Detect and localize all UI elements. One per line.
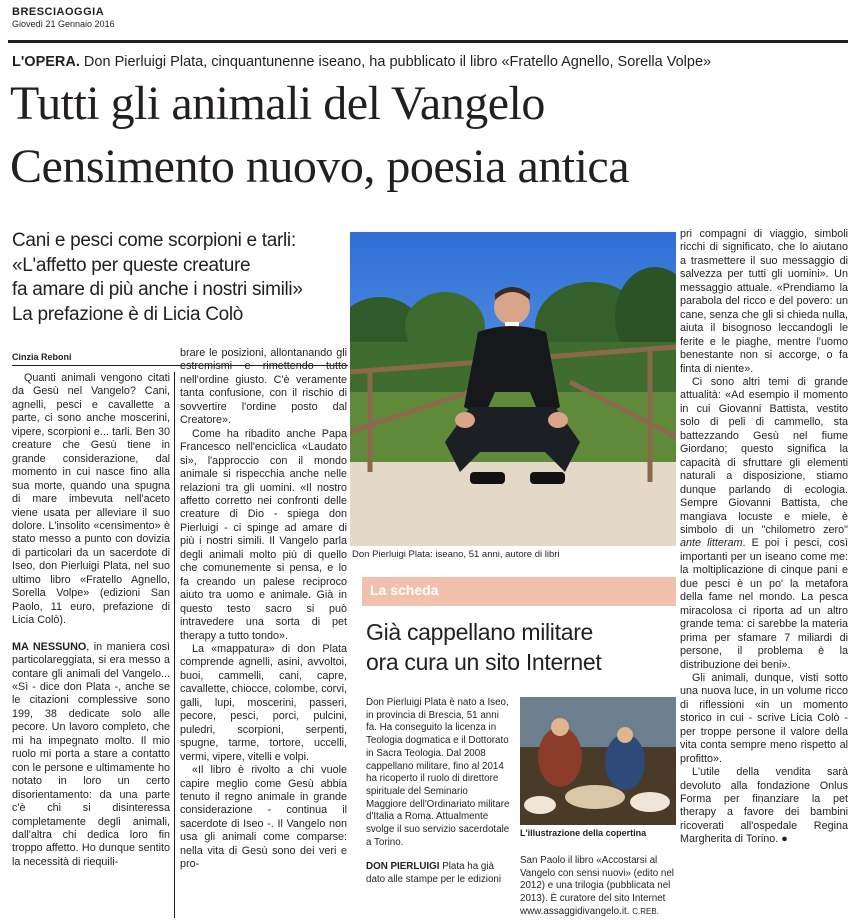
paragraph-text: , in maniera così particolareggiata, si era messo a contare gli animali del Vangelo... «Sì - dice don Plata -, anche se le citazioni complessive sono 199, 38 dedicate solo alle pecore. Un lavoro completo, che mi ha impegnato molto. Il mio ruolo mi porta a stare a contatto con le persone e ultimamente ho notato in loro un certo disorientamento: da una parte c'è chi si disinteressa completamente degli animali, dall'altra chi dedica loro fin troppo affetto. Ho dunque sentito la necessità di riequili-	[12, 640, 170, 868]
issue-date: Giovedì 21 Gennaio 2016	[12, 19, 115, 29]
photo-caption: Don Pierluigi Plata: iseano, 51 anni, autore di libri	[352, 549, 560, 560]
sidebar-text-continued	[520, 855, 676, 919]
article-column-4	[680, 228, 848, 920]
paragraph: Don Pierluigi Plata è nato a Iseo, in provincia di Brescia, 51 anni fa. Ha conseguito la licenza in Teologia dogmatica e il Dottorato in Sacra Teologia. Dal 2008 cappellano militare, fino al 2014 ha ricoperto il ruolo di direttore spirituale del Seminario Maggiore dell'Ordinariato militare d'Italia a Roma. Attualmente svolge il suo servizio sacerdotale a Torino.	[366, 697, 510, 848]
paragraph-text: San Paolo il libro «Accostarsi al Vangelo con sensi nuovi» (edito nel 2012) e una trilogia (pubblicata nel 2013). È curatore del sito Internet www.assaggidivangelo.it.	[520, 855, 674, 917]
paragraph-lead: DON PIERLUIGI	[366, 861, 440, 873]
sidebar-title-line-2: ora cura un sito Internet	[366, 649, 602, 675]
subheadline-line-4: La prefazione è di Licia Colò	[12, 303, 244, 325]
newspaper-brand: BRESCIAOGGIA	[12, 6, 105, 18]
paragraph-text: Plata ha già dato alle stampe per le edizioni	[366, 861, 502, 886]
priest-photo-illustration	[350, 232, 676, 546]
paragraph-lead: MA NESSUNO	[12, 640, 87, 653]
signature: C.REB.	[632, 906, 659, 916]
book-cover-image	[520, 697, 676, 825]
nativity-illustration	[520, 697, 676, 825]
cover-caption: L'illustrazione della copertina	[520, 828, 647, 838]
sidebar-title-line-1: Già cappellano militare	[366, 619, 594, 645]
paragraph	[680, 376, 848, 672]
paragraph: L'utile della vendita sarà devoluto alla fondazione Onlus Forma per finanziare la pet therapy a favore dei bambini ricoverati all'ospedale Regina Margherita di Torino. ●	[680, 766, 848, 846]
article-column-2	[180, 347, 347, 920]
paragraph: «Il libro è rivolto a chi vuole capire meglio come Gesù abbia tenuto il regno animale in grande considerazione - continua il sacerdote di Iseo -. Il Vangelo non usa gli animali come comparse: nella vita di Gesù sono dei veri e pro-	[180, 764, 347, 871]
paragraph	[366, 861, 511, 886]
paragraph	[12, 641, 170, 870]
kicker-text: Don Pierluigi Plata, cinquantunenne iseano, ha pubblicato il libro «Fratello Agnello, Sorella Volpe»	[79, 54, 712, 70]
paragraph-italic: ante litteram	[680, 537, 743, 550]
paragraph-text: Ci sono altri temi di grande attualità: «Ad esempio il momento in cui Giovanni Battista, vestito solo di peli di cammello, sta battezzando Gesù nel fiume Giordano; questo significa la capacità di sfruttare gli elementi naturali a disposizione, stiamo dunque parlando di ecologia. Sempre Giovanni Battista, che mangiava locuste e miele, è simbolo di un "chilometro zero"	[680, 375, 848, 536]
paragraph: pri compagni di viaggio, simboli ricchi di significato, che lo aiutano a trasmettere il suo messaggio di salvezza per tutti gli uomini». Un messaggio attuale. «Prendiamo la parabola del ricco e del povero: un cane, senza che gli si chieda nulla, aiuta il bisognoso leccandogli le ferite e le piaghe, mentre l'uomo benestante non si accorge, o fa finta di niente».	[680, 228, 848, 375]
column-divider	[174, 372, 175, 918]
paragraph: Quanti animali vengono citati da Gesù nel Vangelo? Cani, agnelli, pesci e cavallette a parte, ci sono anche moscerini, vipere, scorpioni e... tarli. Ben 30 creature che Gesù tiene in grande considerazione, dal momento in cui nasce fino alla sua morte, quando una spugna di mare imbevuta nell'aceto viene usata per alleviare il suo dolore. L'insolito «censimento» è stato messo a punto con dovizia di particolari da un sacerdote di Iseo, don Pierluigi Plata, nel suo ultimo libro «Fratello Agnello, Sorella Volpe» (edizioni San Paolo, 11 euro, prefazione di Licia Colò).	[12, 372, 170, 627]
portrait-photo	[350, 232, 676, 546]
paragraph: La «mappatura» di don Plata comprende agnelli, asini, avvoltoi, buoi, cammelli, cani, capre, cavallette, chiocce, colombe, corvi, galli, lupi, moscerini, passeri, pecore, pesci, porci, pulcini, puledri, scorpioni, serpenti, spugne, tarme, tortore, uccelli, vermi, vipere, vitelli e volpi.	[180, 642, 347, 763]
paragraph: brare le posizioni, allontanando gli estremismi e rimettendo tutto nell'ordine giusto. C'è veramente tanta confusione, con il rischio di sovvertire l'ordine posto dal Creatore».	[180, 347, 347, 427]
subheadline-line-3: fa amare di più anche i nostri simili»	[12, 279, 303, 300]
sidebar-tag-label: La scheda	[370, 582, 439, 598]
subheadline-line-2: «L'affetto per queste creature	[12, 254, 251, 276]
paragraph: Gli animali, dunque, visti sotto una nuova luce, in un volume ricco di riflessioni «in un momento storico in cui - scrive Licia Colò - per troppe persone il valore della vita conta sempre meno rispetto al profitto».	[680, 671, 848, 765]
headline-line-1: Tutti gli animali del Vangelo	[10, 77, 545, 130]
top-rule	[8, 40, 848, 43]
paragraph: Come ha ribadito anche Papa Francesco nell'enciclica «Laudato si», l'approccio con il mondo animale si rispecchia anche nelle relazioni tra gli uomini. «Il nostro affetto corretto nei confronti delle creature di Dio - spiega don Pierluigi - ci spinge ad amare di più i nostri simili. Il Vangelo parla degli animali molto più di quello che comunemente si pensa, e lo fa creando un palese reciproco aiuto tra uomo e animale. Già in questo testo sacro si può intravedere una sorta di pet therapy a tutto tondo».	[180, 427, 347, 642]
paragraph-text: . E poi i pesci, così importanti per un iseano come me: la moltiplicazione di cinque pani e due pesci è un po' la metafora della fame nel mondo. La pesca miracolosa ci riporta ad un altro grande tema: ci sarebbe la materia prima per sfamare 7 miliardi di persone, il problema è la distribuzione dei beni».	[680, 537, 848, 671]
kicker	[12, 54, 711, 70]
kicker-label: L'OPERA.	[12, 54, 80, 70]
sidebar-title	[366, 617, 601, 677]
subheadline-line-1: Cani e pesci come scorpioni e tarli:	[12, 230, 296, 251]
sidebar-text	[366, 697, 511, 887]
article-column-1	[12, 372, 170, 920]
subheadline	[12, 229, 347, 327]
byline: Cinzia Reboni	[12, 352, 72, 362]
sidebar-tag	[362, 577, 676, 606]
headline-line-2: Censimento nuovo, poesia antica	[10, 140, 630, 193]
